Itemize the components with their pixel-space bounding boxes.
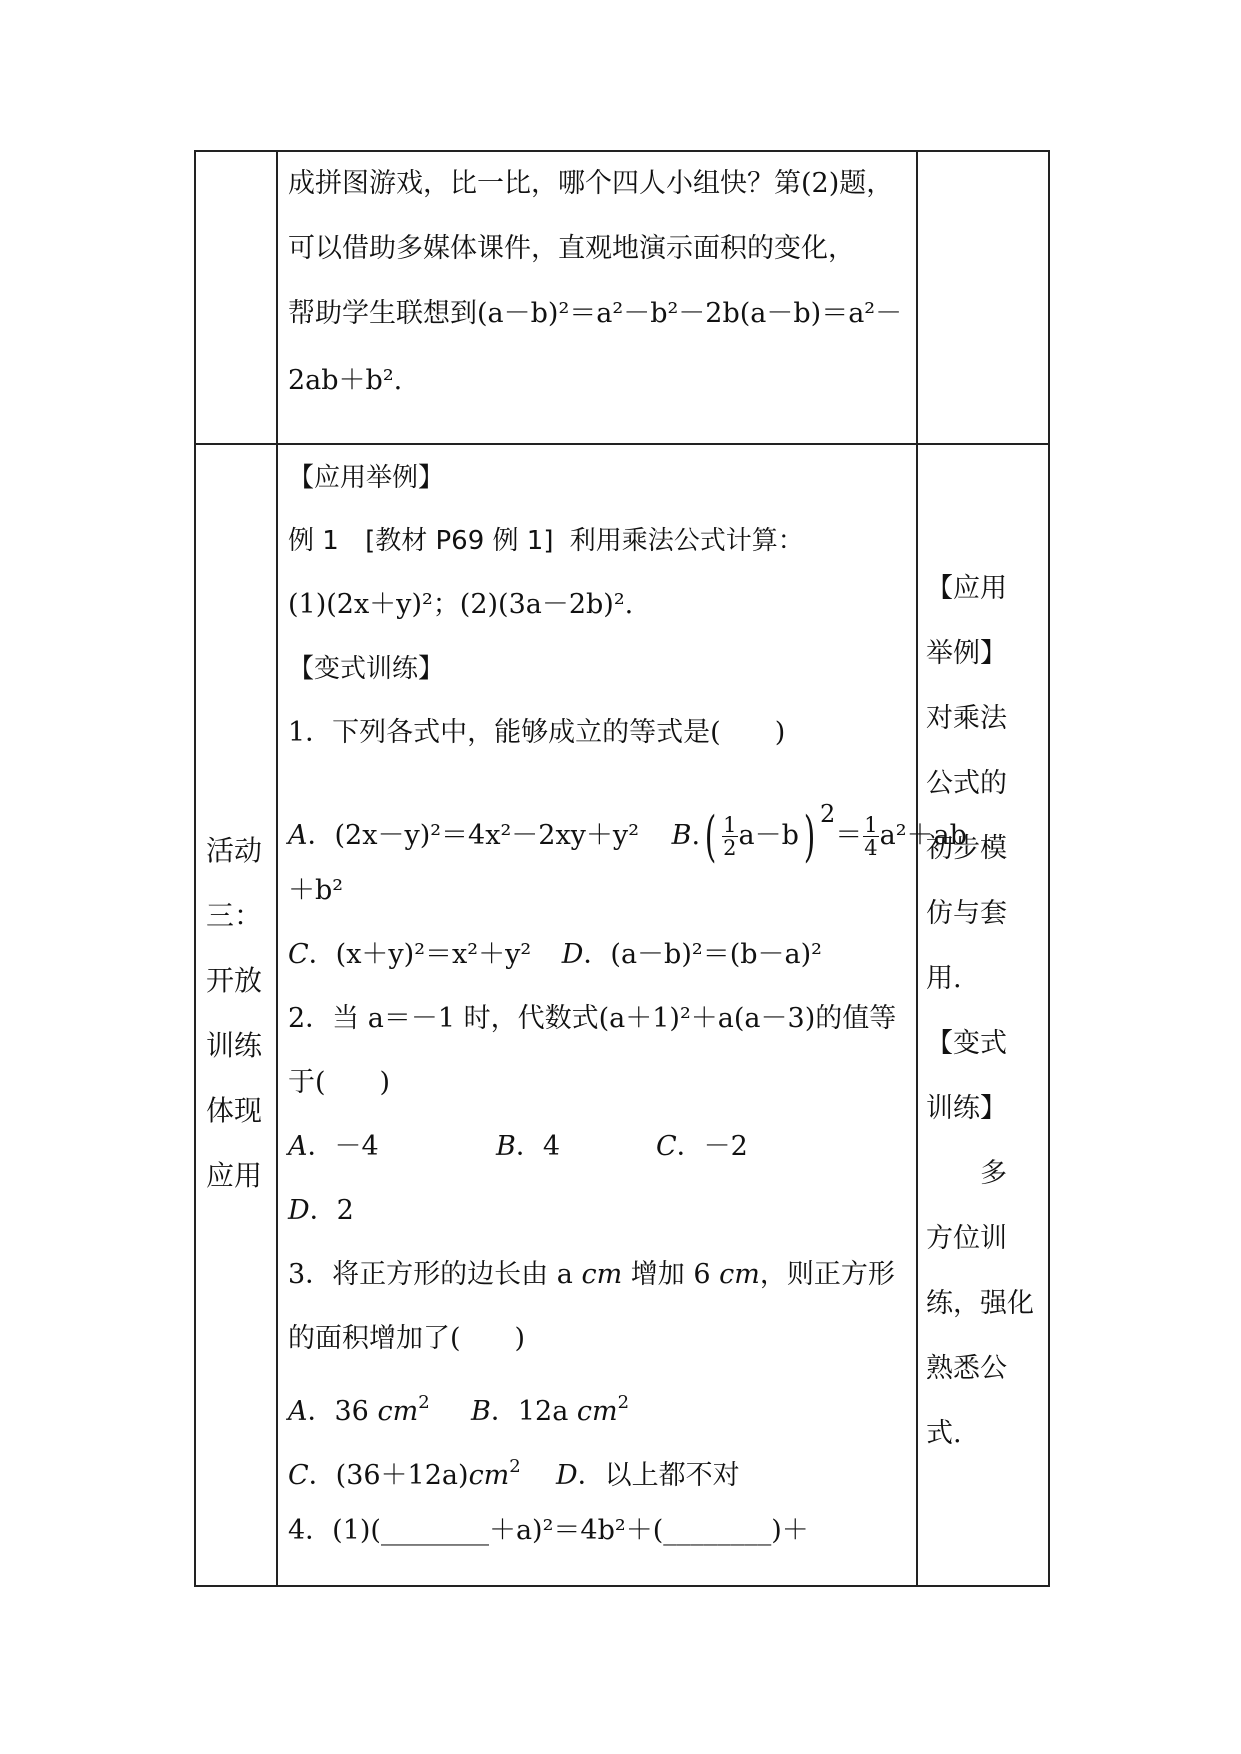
q3-option-b: ．12a [490, 1396, 577, 1427]
option-letter: C [656, 1131, 677, 1162]
column-divider-2 [916, 150, 918, 1586]
unit-cm: cm [581, 1259, 623, 1290]
row1-line-3: 帮助学生联想到(a－b)²＝a²－b²－2b(a－b)＝a²－ [288, 298, 903, 329]
notes-line: 仿与套 [926, 898, 1007, 929]
q3-option-b-wrap [471, 1392, 630, 1427]
option-letter: C [288, 1460, 309, 1491]
option-b-exponent: 2 [819, 800, 836, 828]
row1-line-4: 2ab＋b². [288, 365, 403, 396]
activity-label-line: 三： [206, 899, 263, 932]
q2-stem-continued: 于( ) [288, 1067, 391, 1098]
notes-line: 【变式 [926, 1028, 1007, 1059]
q2-option-b-wrap [496, 1130, 656, 1164]
example-text: 利用乘法公式计算： [569, 526, 804, 556]
left-paren: ( [704, 804, 717, 868]
unit-cm: cm [719, 1259, 760, 1290]
option-letter: D [556, 1460, 578, 1491]
fraction-one-half [722, 814, 737, 859]
fraction-one-quarter [863, 814, 878, 859]
q3-option-c-wrap [288, 1450, 556, 1493]
notes-line: 熟悉公 [926, 1353, 1007, 1384]
q2-option-b: ．4 [515, 1131, 561, 1162]
unit-cm: cm [468, 1460, 510, 1491]
squared: 2 [509, 1456, 521, 1477]
q1-options-ab [288, 786, 967, 868]
heading-variant: 【变式训练】 [288, 654, 445, 684]
example-label: 例 1 [288, 526, 339, 556]
heading-apply: 【应用举例】 [288, 463, 445, 493]
q3-options-cd [288, 1450, 740, 1493]
option-b-expr: a－b [738, 820, 799, 851]
example-1-problems: (1)(2x＋y)²；(2)(3a－2b)². [288, 589, 634, 620]
notes-line: 举例】 [926, 638, 1007, 669]
table-top-border [194, 150, 1050, 152]
q1-option-c: ．(x＋y)²＝x²＋y² [308, 939, 532, 970]
notes-line: 初步模 [926, 833, 1007, 864]
q2-stem: 2．当 a＝－1 时，代数式(a＋1)²＋a(a－3)的值等 [288, 1003, 897, 1034]
option-letter: D [561, 939, 584, 970]
unit-cm: cm [576, 1396, 618, 1427]
q2-option-d: ．2 [309, 1195, 354, 1226]
table-right-border [1048, 150, 1050, 1586]
q1-stem: 1．下列各式中，能够成立的等式是( ) [288, 717, 786, 748]
notes-line: 公式的 [926, 768, 1007, 799]
q3-option-a: ．36 [307, 1396, 378, 1427]
activity-label-line: 开放 [206, 964, 263, 997]
option-letter: B [496, 1131, 516, 1162]
q2-option-d-line [288, 1194, 354, 1228]
notes-line: 方位训 [926, 1223, 1007, 1254]
notes-line: 对乘法 [926, 703, 1007, 734]
unit-cm: cm [377, 1396, 419, 1427]
q3-stem-continued: 的面积增加了( ) [288, 1323, 526, 1354]
option-letter: A [288, 820, 308, 851]
option-letter: B [471, 1396, 491, 1427]
q3-option-c: ．(36＋12a) [308, 1460, 469, 1491]
option-b-tail: a²＋ab [879, 820, 967, 851]
option-letter: B [671, 820, 692, 851]
right-paren: ) [803, 804, 816, 868]
activity-label-line: 体现 [206, 1094, 263, 1127]
q2-option-a: ．－4 [307, 1131, 379, 1162]
q3-options-ab [288, 1386, 629, 1429]
activity-label [206, 818, 266, 1208]
option-letter: A [288, 1396, 308, 1427]
notes-line: 用. [926, 963, 962, 994]
q4-stem: 4．(1)(________＋a)²＝4b²＋(________)＋ [288, 1515, 809, 1546]
notes-line: 训练】 [926, 1093, 1007, 1124]
q3-option-a-wrap [288, 1386, 471, 1429]
q2-option-a-wrap [288, 1130, 496, 1164]
q2-options-abc [288, 1130, 748, 1164]
table-left-border [194, 150, 196, 1586]
option-b-dot: . [691, 820, 701, 851]
q3-stem [288, 1258, 895, 1292]
squared: 2 [418, 1392, 430, 1413]
q2-option-c: ．－2 [676, 1131, 748, 1162]
activity-label-line: 应用 [206, 1159, 263, 1192]
q3-option-d-wrap [556, 1460, 740, 1491]
q3-stem-post: ，则正方形 [759, 1259, 895, 1290]
activity-label-line: 活动 [206, 834, 263, 867]
notes-line: 【应用 [926, 573, 1007, 604]
notes-line: 多 [926, 1158, 1007, 1189]
column-divider-1 [276, 150, 278, 1586]
option-b-equals: ＝ [835, 820, 863, 851]
option-letter: A [288, 1131, 308, 1162]
option-letter: D [288, 1195, 310, 1226]
q1-options-cd [288, 938, 822, 972]
squared: 2 [617, 1392, 630, 1413]
row1-line-2: 可以借助多媒体课件，直观地演示面积的变化， [288, 233, 855, 264]
option-letter: C [288, 939, 309, 970]
example-ref: [教材 P69 例 1] [365, 526, 554, 556]
example-1-line [288, 524, 804, 558]
table-bottom-border [194, 1585, 1050, 1587]
q3-stem-mid: 增加 6 [622, 1259, 720, 1290]
q1-option-a: ．(2x－y)²＝4x²－2xy＋y² [307, 820, 640, 851]
q3-option-d: ．以上都不对 [577, 1460, 740, 1491]
fraction-denominator: 2 [723, 836, 737, 860]
q3-stem-pre: 3．将正方形的边长由 a [288, 1259, 582, 1290]
fraction-denominator: 4 [864, 836, 878, 860]
fraction-numerator: 1 [864, 813, 878, 837]
q2-option-c-wrap [656, 1131, 748, 1162]
q1-option-b-continued: ＋b² [288, 875, 344, 906]
activity-label-line: 训练 [206, 1029, 263, 1062]
row1-line-1: 成拼图游戏，比一比，哪个四人小组快？第(2)题， [288, 168, 894, 199]
fraction-numerator: 1 [723, 813, 737, 837]
row-divider [194, 443, 1050, 445]
q1-option-d: ．(a－b)²＝(b－a)² [583, 939, 822, 970]
notes-line: 练，强化 [926, 1288, 1034, 1319]
notes-line: 式. [926, 1418, 962, 1449]
